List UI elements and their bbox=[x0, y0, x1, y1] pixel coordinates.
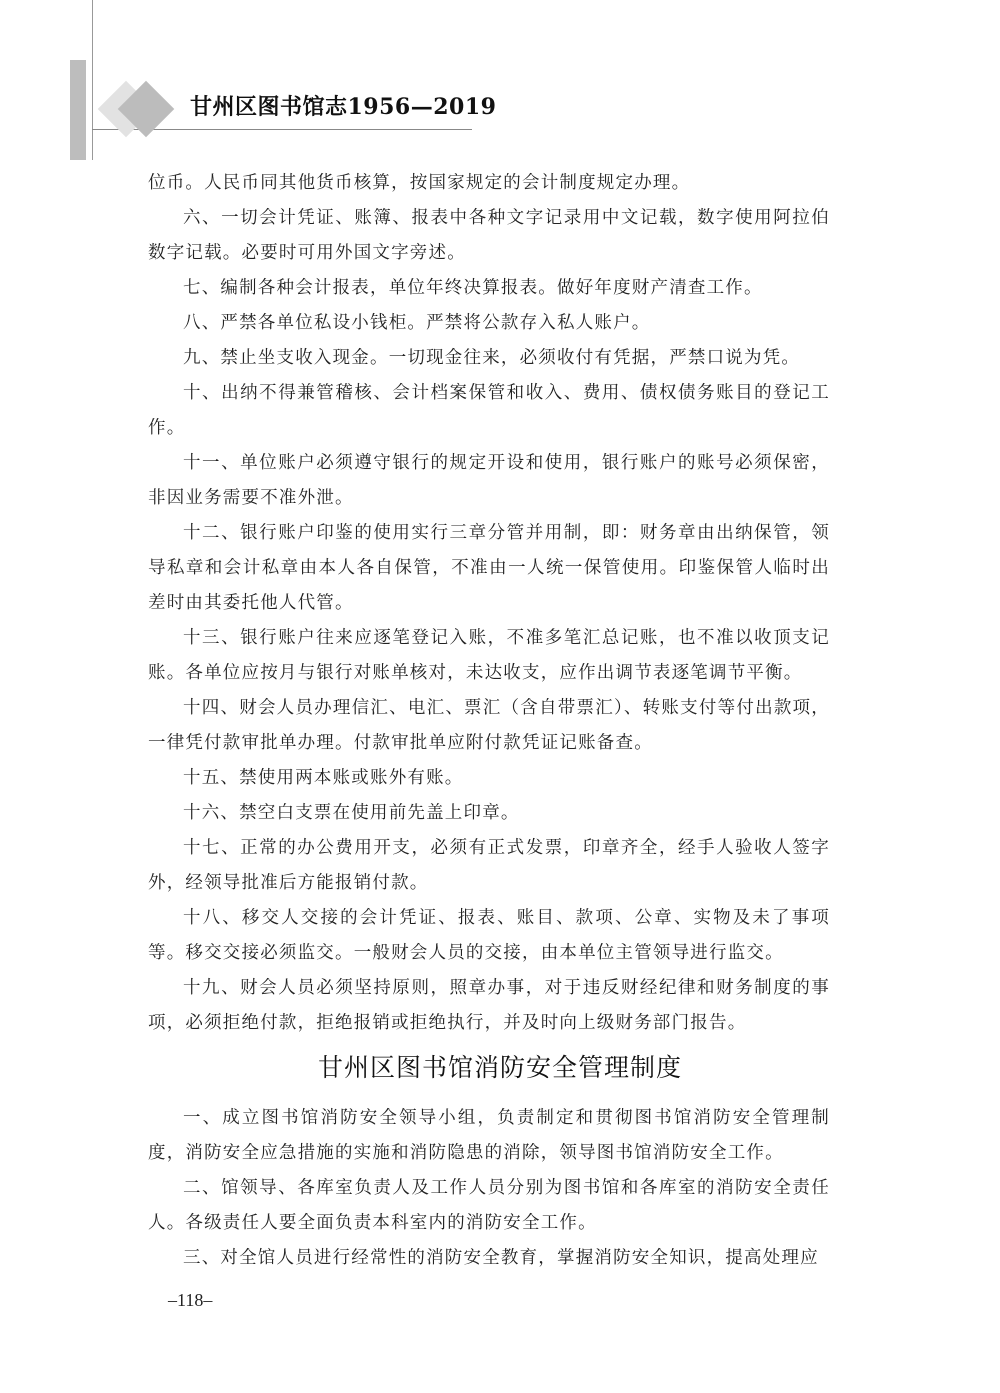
paragraph: 十八、移交人交接的会计凭证、报表、账目、款项、公章、实物及未了事项等。移交交接必须监交。一般财会人员的交接，由本单位主管领导进行监交。 bbox=[148, 908, 830, 963]
page-number: –118– bbox=[168, 1290, 213, 1310]
paragraph: 十四、财会人员办理信汇、电汇、票汇（含自带票汇）、转账支付等付出款项，一律凭付款审批单办理。付款审批单应附付款凭证记账备查。 bbox=[148, 698, 830, 753]
section-heading: 甘州区图书馆消防安全管理制度 bbox=[317, 1053, 682, 1082]
paragraph: 六、一切会计凭证、账簿、报表中各种文字记录用中文记载，数字使用阿拉伯数字记载。必要时可用外国文字旁述。 bbox=[148, 208, 830, 263]
paragraph: 七、编制各种会计报表，单位年终决算报表。做好年度财产清查工作。 bbox=[183, 278, 763, 298]
section-body-text bbox=[148, 1101, 830, 1276]
body-text bbox=[148, 166, 830, 1041]
paragraph: 十七、正常的办公费用开支，必须有正式发票，印章齐全，经手人验收人签字外，经领导批准后方能报销付款。 bbox=[148, 838, 830, 893]
running-header-title: 甘州区图书馆志1956—2019 bbox=[190, 94, 497, 120]
paragraph: 十三、银行账户往来应逐笔登记入账，不准多笔汇总记账，也不准以收顶支记账。各单位应按月与银行对账单核对，未达收支，应作出调节表逐笔调节平衡。 bbox=[148, 628, 830, 683]
paragraph: 十五、禁使用两本账或账外有账。 bbox=[183, 768, 464, 788]
paragraph: 三、对全馆人员进行经常性的消防安全教育，掌握消防安全知识，提高处理应 bbox=[183, 1248, 819, 1268]
paragraph: 九、禁止坐支收入现金。一切现金往来，必须收付有凭据，严禁口说为凭。 bbox=[183, 348, 801, 368]
paragraph: 十二、银行账户印鉴的使用实行三章分管并用制，即：财务章由出纳保管，领导私章和会计私章由本人各自保管，不准由一人统一保管使用。印鉴保管人临时出差时由其委托他人代管。 bbox=[148, 523, 830, 613]
paragraph: 十九、财会人员必须坚持原则，照章办事，对于违反财经纪律和财务制度的事项，必须拒绝付款，拒绝报销或拒绝执行，并及时向上级财务部门报告。 bbox=[148, 978, 830, 1033]
paragraph-continuation: 位币。人民币同其他货币核算，按国家规定的会计制度规定办理。 bbox=[148, 173, 691, 193]
header-vertical-rule bbox=[92, 0, 93, 160]
paragraph: 一、成立图书馆消防安全领导小组，负责制定和贯彻图书馆消防安全管理制度，消防安全应急措施的实施和消防隐患的消除，领导图书馆消防安全工作。 bbox=[148, 1108, 830, 1163]
paragraph: 十、出纳不得兼管稽核、会计档案保管和收入、费用、债权债务账目的登记工作。 bbox=[148, 383, 830, 438]
paragraph: 十六、禁空白支票在使用前先盖上印章。 bbox=[183, 803, 520, 823]
paragraph: 十一、单位账户必须遵守银行的规定开设和使用，银行账户的账号必须保密，非因业务需要不准外泄。 bbox=[148, 453, 830, 508]
header-gray-bar bbox=[70, 60, 86, 160]
paragraph: 二、馆领导、各库室负责人及工作人员分别为图书馆和各库室的消防安全责任人。各级责任人要全面负责本科室内的消防安全工作。 bbox=[148, 1178, 830, 1233]
paragraph: 八、严禁各单位私设小钱柜。严禁将公款存入私人账户。 bbox=[183, 313, 651, 333]
